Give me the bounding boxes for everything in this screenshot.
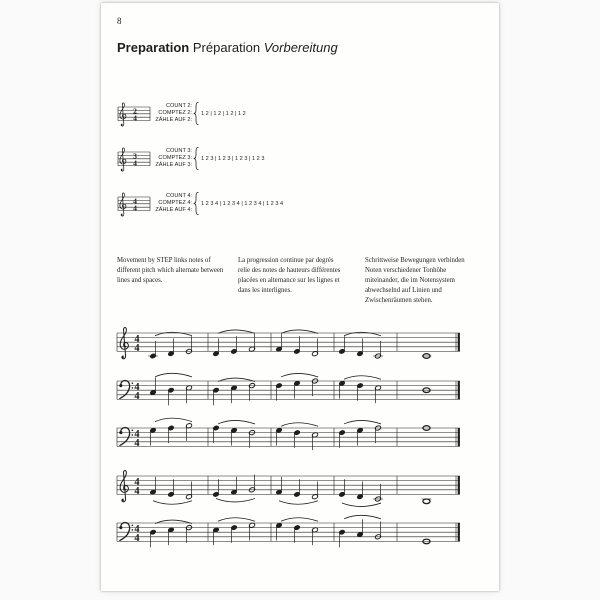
description-line: relie des notes de hauteurs différentes: [238, 267, 341, 274]
note: [231, 525, 238, 543]
note: [150, 477, 157, 495]
note: [339, 336, 346, 354]
note: [276, 477, 283, 495]
bass-clef-dot: [132, 524, 134, 526]
time-signature-bottom: 4: [134, 533, 140, 545]
note: [422, 499, 432, 504]
exercise-staff: [117, 418, 460, 450]
note: [276, 334, 283, 352]
note: [357, 482, 364, 500]
note: [422, 354, 432, 359]
count-staff: [118, 193, 150, 216]
time-signature-top: 2: [133, 106, 137, 116]
description-line: lines and spaces.: [117, 277, 163, 284]
note: [357, 383, 364, 401]
exercise-staff: [117, 327, 460, 358]
note: [312, 432, 319, 450]
count-label-german: ZÄHLE AUF 4:: [155, 207, 192, 213]
note: [276, 427, 283, 445]
slur: [344, 376, 381, 380]
slur: [216, 498, 255, 502]
count-label-french: COMPTEZ 4:: [158, 200, 192, 206]
time-signature-top: 4: [134, 523, 140, 535]
time-signature-bottom: 4: [134, 438, 140, 450]
count-sequence: 1 2 3 | 1 2 3 | 1 2 3 | 1 2 3: [201, 155, 265, 162]
bass-clef-icon: [119, 523, 133, 541]
slur: [218, 518, 255, 522]
bass-clef-stroke: [120, 523, 130, 541]
description-line: abwechselnd auf Linien und: [365, 287, 442, 294]
slur: [155, 373, 192, 377]
note: [339, 430, 346, 448]
treble-clef-icon: [120, 327, 128, 358]
slur: [279, 501, 318, 505]
note: [373, 484, 383, 502]
treble-clef-icon: [120, 148, 126, 171]
treble-clef-stroke: [120, 148, 126, 171]
slur: [155, 418, 192, 422]
description-line: Movement by STEP links notes of: [117, 257, 211, 264]
treble-clef-dot: [121, 214, 123, 216]
time-signature-bottom: 4: [133, 203, 137, 213]
treble-clef-stroke: [120, 327, 128, 358]
slur: [344, 515, 381, 519]
count-label-english: COUNT 3:: [165, 148, 192, 154]
bass-clef-stroke: [120, 428, 130, 446]
note: [249, 334, 256, 352]
slur: [218, 420, 255, 424]
time-signature-top: 4: [134, 381, 140, 393]
note: [357, 339, 364, 357]
note: [312, 482, 319, 500]
treble-clef-stroke: [120, 470, 128, 501]
note: [339, 380, 346, 398]
note: [339, 529, 346, 547]
note: [150, 377, 157, 395]
time-signature-top: 3: [133, 151, 137, 161]
note: [294, 430, 301, 448]
note: [294, 336, 301, 354]
treble-clef-icon: [120, 470, 128, 501]
note: [213, 527, 220, 545]
note: [357, 519, 364, 537]
note: [186, 482, 193, 500]
description-line: different pitch which alternate between: [117, 267, 224, 274]
time-signature-bottom: 4: [134, 343, 140, 355]
note: [168, 387, 175, 405]
note: [148, 341, 158, 359]
note: [168, 527, 175, 545]
description-line: dans les interlignes.: [238, 287, 292, 294]
exercise-staff: [117, 470, 460, 506]
treble-clef-icon: [120, 103, 126, 126]
treble-clef-dot: [121, 499, 123, 501]
description-line: placées en alternance sur les lignes et: [238, 277, 340, 284]
slur: [344, 420, 381, 424]
treble-clef-stroke: [120, 103, 126, 126]
treble-clef-icon: [120, 193, 126, 216]
count-label-french: COMPTEZ 2:: [158, 110, 192, 116]
count-sequence: 1 2 3 4 | 1 2 3 4 | 1 2 3 4 | 1 2 3 4: [201, 200, 284, 207]
note: [249, 522, 256, 540]
description-line: La progression continue par degrés: [238, 257, 334, 264]
time-signature-bottom: 4: [133, 158, 137, 168]
note: [168, 425, 175, 443]
whole-note-head: [423, 499, 430, 504]
slur: [153, 501, 192, 505]
note: [150, 529, 157, 547]
note: [231, 477, 238, 495]
treble-clef-dot: [121, 124, 123, 126]
time-signature-top: 4: [133, 196, 137, 206]
note: [231, 427, 238, 445]
note: [294, 479, 301, 497]
note: [168, 339, 175, 357]
exercise-staff: [117, 373, 460, 405]
note: [168, 479, 175, 497]
bass-clef-dot: [132, 382, 134, 384]
title-french: Préparation: [192, 40, 261, 55]
slur: [342, 503, 381, 507]
count-label-english: COUNT 4:: [165, 193, 192, 199]
note: [312, 339, 319, 357]
time-signature-bottom: 4: [133, 113, 137, 123]
note: [213, 387, 220, 405]
note: [373, 341, 383, 359]
exercise-staff: [117, 515, 460, 547]
note: [357, 427, 364, 445]
time-signature-top: 4: [134, 476, 140, 488]
bass-clef-icon: [119, 428, 133, 446]
count-label-german: ZÄHLE AUF 2:: [155, 117, 192, 123]
title-german: Vorbereitung: [263, 40, 338, 55]
slur: [281, 373, 318, 377]
count-label-english: COUNT 2:: [165, 103, 192, 109]
time-signature-bottom: 4: [134, 391, 140, 403]
note: [213, 425, 220, 443]
bass-clef-icon: [119, 381, 133, 399]
count-staff: [118, 103, 150, 126]
note: [375, 385, 382, 403]
description-line: Noten verschiedener Tonhöhe: [365, 267, 447, 274]
description-line: miteinander, die im Notensystem: [365, 277, 455, 284]
slur: [281, 518, 318, 522]
count-staff: [118, 148, 150, 171]
description-line: Zwischenräumen stehen.: [365, 297, 433, 304]
time-signature-top: 4: [134, 428, 140, 440]
bass-clef-dot: [132, 434, 134, 436]
page-number: 8: [117, 16, 122, 26]
bass-clef-stroke: [120, 381, 130, 399]
note: [186, 423, 193, 441]
slur: [281, 423, 318, 427]
treble-clef-stroke: [120, 193, 126, 216]
note: [231, 336, 238, 354]
count-label-french: COMPTEZ 3:: [158, 155, 192, 161]
note: [231, 385, 238, 403]
bass-clef-dot: [132, 429, 134, 431]
treble-clef-dot: [121, 169, 123, 171]
note: [150, 427, 157, 445]
note: [312, 527, 319, 545]
time-signature-bottom: 4: [134, 486, 140, 498]
time-signature-top: 4: [134, 333, 140, 345]
note: [294, 380, 301, 398]
note: [276, 522, 283, 540]
note: [339, 479, 346, 497]
treble-clef-dot: [121, 356, 123, 358]
note: [213, 339, 220, 357]
bass-clef-dot: [132, 529, 134, 531]
note: [276, 383, 283, 401]
note: [294, 525, 301, 543]
description-line: Schrittweise Bewegungen verbinden: [365, 257, 465, 264]
count-label-german: ZÄHLE AUF 3:: [155, 162, 192, 168]
bass-clef-dot: [132, 387, 134, 389]
note: [213, 479, 220, 497]
title-english: Preparation: [117, 40, 190, 55]
note: [186, 385, 193, 403]
count-sequence: 1 2 | 1 2 | 1 2 | 1 2: [201, 110, 246, 117]
